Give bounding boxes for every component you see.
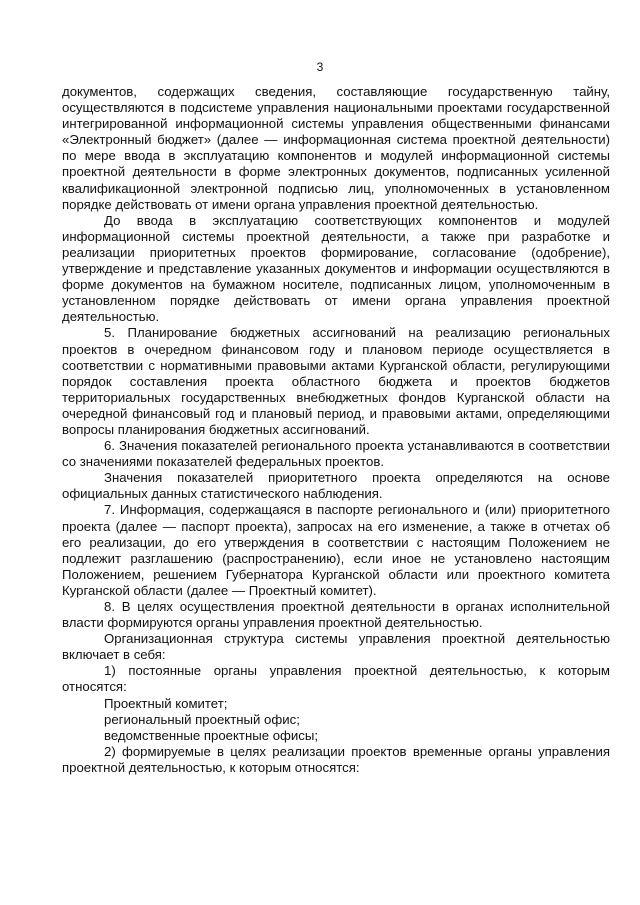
paragraph-item-6: 6. Значения показателей регионального проекта устанавливаются в соответствии со значениями показателей федеральных проектов.	[62, 438, 610, 470]
list-item-project-committee: Проектный комитет;	[104, 695, 228, 711]
paragraph-temporary-bodies: 2) формируемые в целях реализации проектов временные органы управления проектной деятельностью, к которым относятся:	[62, 743, 610, 775]
paragraph-priority-indicators: Значения показателей приоритетного проекта определяются на основе официальных данных статистического наблюдения.	[62, 470, 610, 502]
paragraph-continuation: документов, содержащих сведения, составляющие государственную тайну, осуществляются в подсистеме управления национальными проектами государственной интегрированной информационной системы управления общественными финансами «Электронный бюджет» (далее — информационная система проектной деятельности) по мере ввода в эксплуатацию компонентов и модулей информационной системы проектной деятельности в форме электронных документов, подписанных усиленной квалификационной электронной подписью лиц, уполномоченных в установленном порядке действовать от имени органа управления проектной деятельностью.	[62, 84, 610, 212]
page-number: 3	[316, 60, 324, 74]
paragraph-item-5: 5. Планирование бюджетных ассигнований на реализацию региональных проектов в очередном финансовом году и плановом периоде осуществляется в соответствии с нормативными правовыми актами Курганской области, регулирующими порядок составления проекта областного бюджета и проектов бюджетов территориальных государственных внебюджетных фондов Курганской области на очередной финансовый год и плановый период, и правовыми актами, определяющими вопросы планирования бюджетных ассигнований.	[62, 325, 610, 437]
paragraph-before-commissioning: До ввода в эксплуатацию соответствующих компонентов и модулей информационной системы проектной деятельности, а также при разработке и реализации приоритетных проектов формирование, согласование (одобрение), утверждение и представление указанных документов и информации осуществляются в форме документов на бумажном носителе, подписанных лицом, уполномоченным в установленном порядке действовать от имени органа управления проектной деятельностью.	[62, 212, 610, 325]
paragraph-org-structure: Организационная структура системы управления проектной деятельностью включает в себя:	[62, 631, 610, 663]
list-item-departmental-offices: ведомственные проектные офисы;	[104, 727, 319, 743]
paragraph-permanent-bodies: 1) постоянные органы управления проектной деятельностью, к которым относятся:	[62, 663, 610, 695]
paragraph-item-8: 8. В целях осуществления проектной деятельности в органах исполнительной власти формируются органы управления проектной деятельностью.	[62, 599, 610, 631]
paragraph-item-7: 7. Информация, содержащаяся в паспорте регионального и (или) приоритетного проекта (далее — паспорт проекта), запросах на его изменение, а также в отчетах об его реализации, до его утверждения в соответствии с настоящим Положением не подлежит разглашению (распространению), если иное не установлено настоящим Положением, решением Губернатора Курганской области или проектного комитета Курганской области (далее — Проектный комитет).	[62, 502, 610, 598]
list-item-regional-office: региональный проектный офис;	[104, 711, 300, 727]
document-body	[62, 84, 610, 776]
